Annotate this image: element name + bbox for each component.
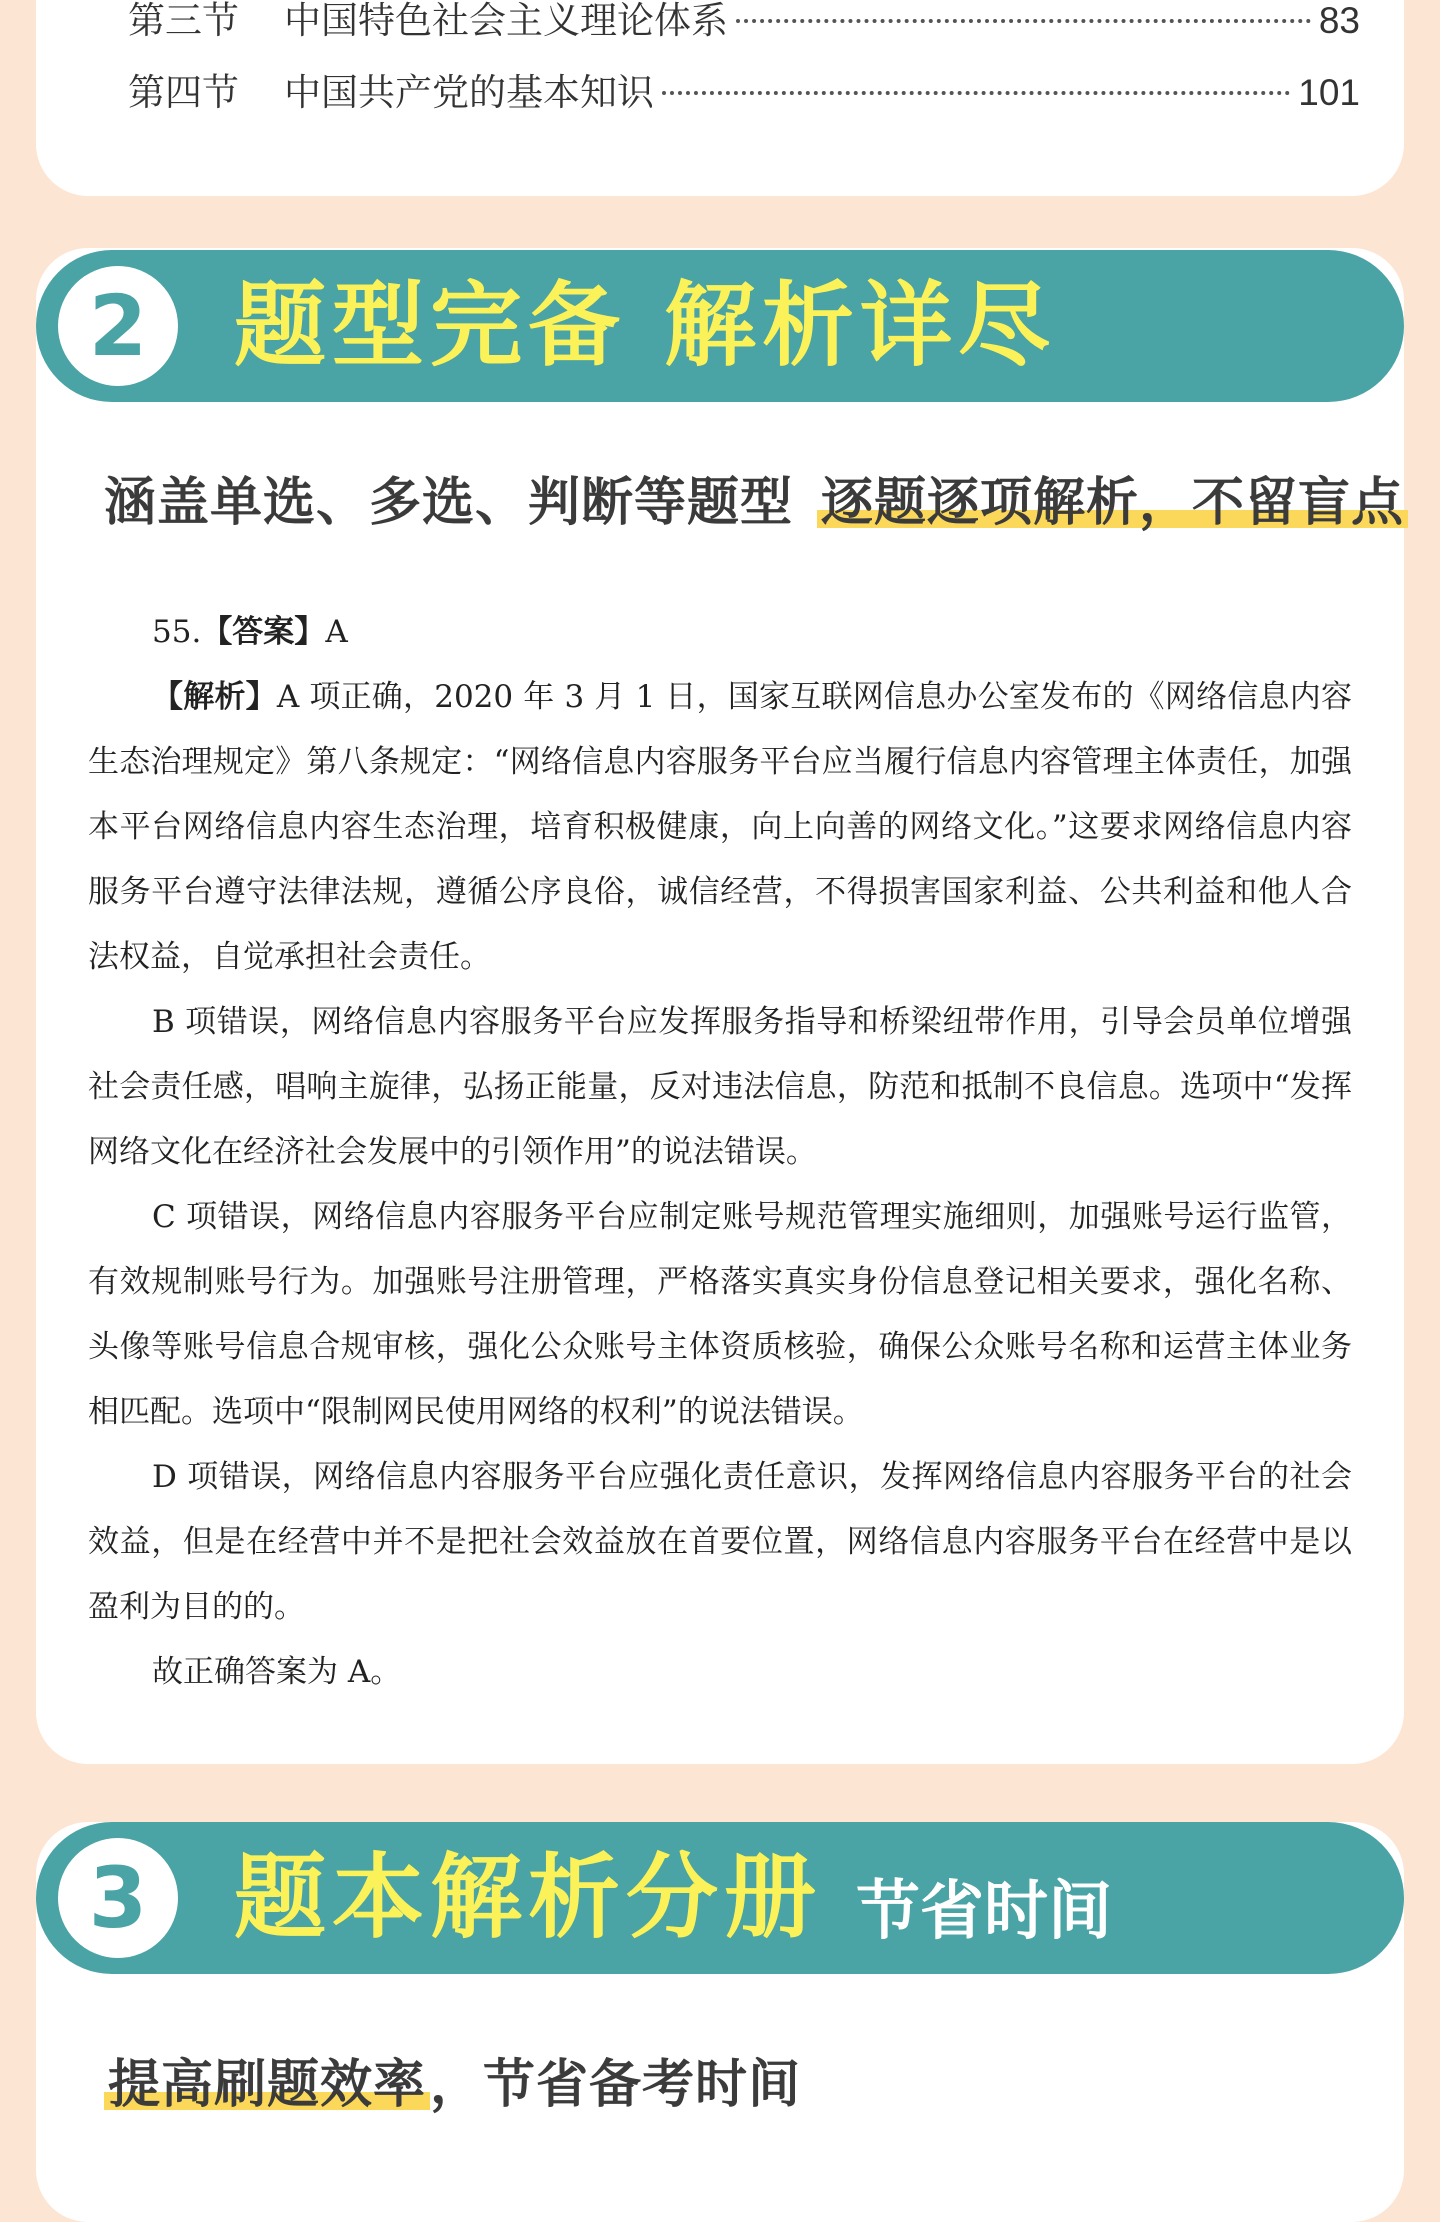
answer-value: A (325, 614, 348, 650)
analysis-paragraph-a (88, 665, 1352, 990)
feature-number-badge: 2 (58, 266, 178, 386)
analysis-label: 【解析】 (152, 679, 277, 715)
feature-headline (234, 250, 1056, 402)
answer-line (88, 600, 1352, 665)
feature-subheadline: 节省时间 (856, 1875, 1113, 1949)
toc-title: 中国共产党的基本知识 (284, 71, 654, 114)
paragraph-text: A 项正确，2020 年 3 月 1 日，国家互联网信息办公室发布的《网络信息内容生态治理规定》第八条规定：“网络信息内容服务平台应当履行信息内容管理主体责任，加强本平台网络信息内容生态治理，培育积极健康，向上向善的网络文化。”这要求网络信息内容服务平台遵守法律法规，遵循公序良俗，诚信经营，不得损害国家利益、公共利益和他人合法权益，自觉承担社会责任。 (88, 679, 1352, 975)
feature-headline-text: 题本解析分册 (234, 1844, 823, 1951)
toc-row (128, 62, 1360, 116)
feature-headline (234, 1822, 1112, 1974)
tagline-highlight: 提高刷题效率 (104, 2055, 430, 2115)
tagline-plain: 涵盖单选、多选、判断等题型 (104, 473, 794, 533)
toc-page-number: 83 (1318, 0, 1360, 41)
toc-page-number: 101 (1298, 72, 1360, 113)
toc-card (36, 0, 1404, 196)
toc-row (128, 0, 1360, 44)
analysis-paragraph-b: B 项错误，网络信息内容服务平台应发挥服务指导和桥梁纽带作用，引导会员单位增强社会责任感，唱响主旋律，弘扬正能量，反对违法信息，防范和抵制不良信息。选项中“发挥网络文化在经济社会发展中的引领作用”的说法错误。 (88, 1004, 1352, 1170)
tagline-highlight: 逐题逐项解析，不留盲点 (817, 473, 1408, 533)
feature-headline-text: 题型完备 解析详尽 (234, 272, 1057, 379)
feature-two-banner (36, 250, 1404, 402)
toc-section: 第四节 (128, 71, 239, 114)
feature-three-tagline (104, 2042, 801, 2117)
toc-leader-dots (736, 19, 1311, 23)
answer-excerpt (88, 600, 1352, 1705)
analysis-paragraph-c: C 项错误，网络信息内容服务平台应制定账号规范管理实施细则，加强账号运行监管，有效规制账号行为。加强账号注册管理，严格落实真实身份信息登记相关要求，强化名称、头像等账号信息合规审核，强化公众账号主体资质核验，确保公众账号名称和运营主体业务相匹配。选项中“限制网民使用网络的权利”的说法错误。 (88, 1199, 1352, 1430)
toc-section: 第三节 (128, 0, 239, 42)
answer-label: 【答案】 (201, 614, 326, 650)
toc-title: 中国特色社会主义理论体系 (284, 0, 728, 42)
toc-leader-dots (662, 91, 1290, 95)
feature-two-tagline (104, 460, 1408, 535)
feature-three-banner (36, 1822, 1404, 1974)
feature-number-badge: 3 (58, 1838, 178, 1958)
question-number: 55. (152, 614, 202, 650)
analysis-paragraph-d: D 项错误，网络信息内容服务平台应强化责任意识，发挥网络信息内容服务平台的社会效益，但是在经营中并不是把社会效益放在首要位置，网络信息内容服务平台在经营中是以盈利为目的的。 (88, 1459, 1352, 1625)
tagline-plain: ，节省备考时间 (430, 2055, 802, 2115)
analysis-conclusion: 故正确答案为 A。 (152, 1654, 402, 1690)
